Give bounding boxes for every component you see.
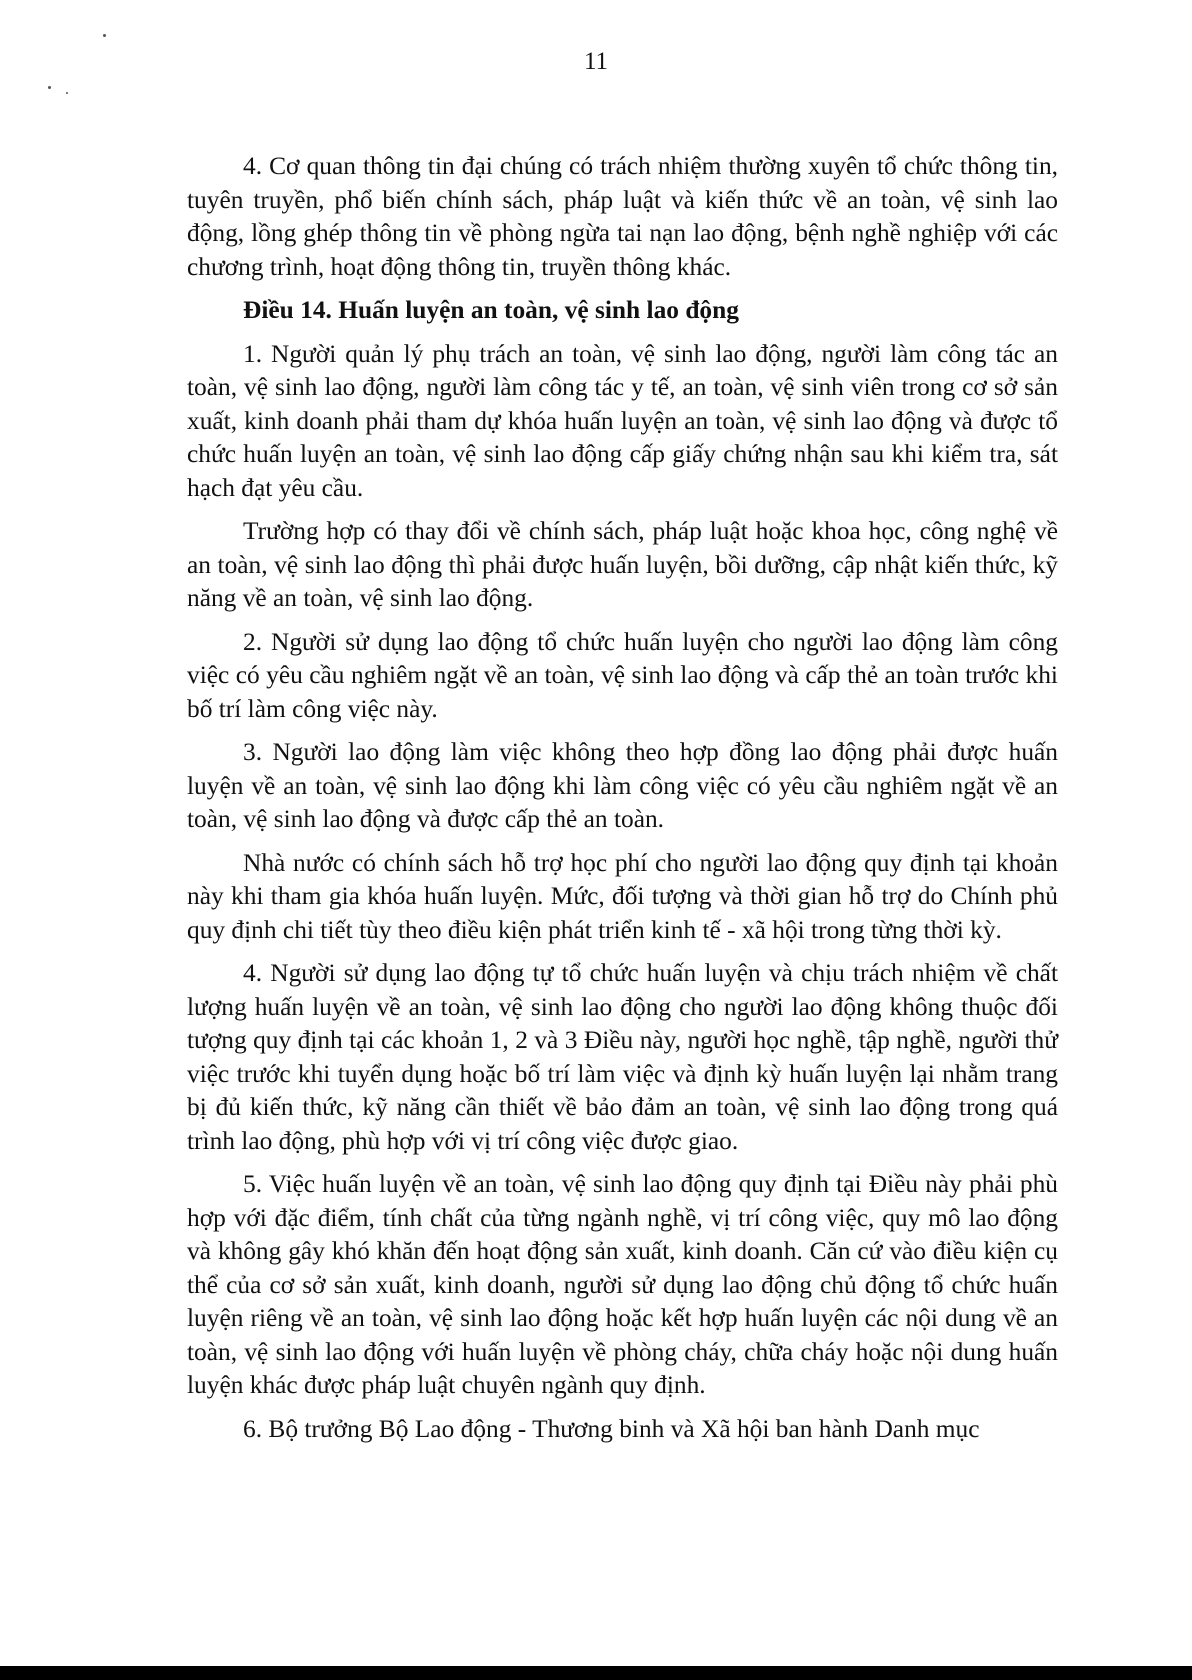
paragraph-media-responsibility: 4. Cơ quan thông tin đại chúng có trách nhiệm thường xuyên tổ chức thông tin, tuyên truyền, phổ biến chính sách, pháp luật và kiến thức về an toàn, vệ sinh lao động, lồng ghép thông tin về phòng ngừa tai nạn lao động, bệnh nghề nghiệp với các chương trình, hoạt động thông tin, truyền thông khác. xyxy=(187,152,1058,281)
paragraph-clause-1: 1. Người quản lý phụ trách an toàn, vệ sinh lao động, người làm công tác an toàn, vệ sinh lao động, người làm công tác y tế, an toàn, vệ sinh viên trong cơ sở sản xuất, kinh doanh phải tham dự khóa huấn luyện an toàn, vệ sinh lao động và được tổ chức huấn luyện an toàn, vệ sinh lao động cấp giấy chứng nhận sau khi kiểm tra, sát hạch đạt yêu cầu. xyxy=(187,339,1058,502)
paragraph-clause-3: 3. Người lao động làm việc không theo hợp đồng lao động phải được huấn luyện về an toàn, vệ sinh lao động khi làm công việc có yêu cầu nghiêm ngặt về an toàn, vệ sinh lao động và được cấp thẻ an toàn. xyxy=(187,738,1058,833)
paragraph-clause-3-support: Nhà nước có chính sách hỗ trợ học phí cho người lao động quy định tại khoản này khi tham gia khóa huấn luyện. Mức, đối tượng và thời gian hỗ trợ do Chính phủ quy định chi tiết tùy theo điều kiện phát triển kinh tế - xã hội trong từng thời kỳ. xyxy=(187,848,1058,944)
paragraph-clause-4: 4. Người sử dụng lao động tự tổ chức huấn luyện và chịu trách nhiệm về chất lượng huấn luyện về an toàn, vệ sinh lao động cho người lao động không thuộc đối tượng quy định tại các khoản 1, 2 và 3 Điều này, người học nghề, tập nghề, người thử việc trước khi tuyển dụng hoặc bố trí làm việc và định kỳ huấn luyện lại nhằm trang bị đủ kiến thức, kỹ năng cần thiết về bảo đảm an toàn, vệ sinh lao động trong quá trình lao động, phù hợp với vị trí công việc được giao. xyxy=(187,959,1058,1155)
scan-bottom-edge xyxy=(0,1666,1192,1680)
scan-speck xyxy=(103,34,106,37)
paragraph-clause-2: 2. Người sử dụng lao động tổ chức huấn luyện cho người lao động làm công việc có yêu cầu nghiêm ngặt về an toàn, vệ sinh lao động và cấp thẻ an toàn trước khi bố trí làm công việc này. xyxy=(187,627,1058,723)
page-number: 11 xyxy=(583,48,609,75)
article-14-heading: Điều 14. Huấn luyện an toàn, vệ sinh lao động xyxy=(243,296,739,324)
paragraph-clause-5: 5. Việc huấn luyện về an toàn, vệ sinh lao động quy định tại Điều này phải phù hợp với đặc điểm, tính chất của từng ngành nghề, vị trí công việc, quy mô lao động và không gây khó khăn đến hoạt động sản xuất, kinh doanh. Căn cứ vào điều kiện cụ thể của cơ sở sản xuất, kinh doanh, người sử dụng lao động chủ động tổ chức huấn luyện riêng về an toàn, vệ sinh lao động hoặc kết hợp huấn luyện các nội dung về an toàn, vệ sinh lao động với huấn luyện về phòng cháy, chữa cháy hoặc nội dung huấn luyện khác được pháp luật chuyên ngành quy định. xyxy=(187,1170,1058,1399)
paragraph-clause-6: 6. Bộ trưởng Bộ Lao động - Thương binh và Xã hội ban hành Danh mục xyxy=(243,1414,980,1443)
document-body xyxy=(187,150,1058,1456)
scan-speck xyxy=(48,86,51,89)
scan-speck xyxy=(66,92,68,94)
paragraph-clause-1-update: Trường hợp có thay đổi về chính sách, pháp luật hoặc khoa học, công nghệ về an toàn, vệ sinh lao động thì phải được huấn luyện, bồi dưỡng, cập nhật kiến thức, kỹ năng về an toàn, vệ sinh lao động. xyxy=(187,517,1058,612)
